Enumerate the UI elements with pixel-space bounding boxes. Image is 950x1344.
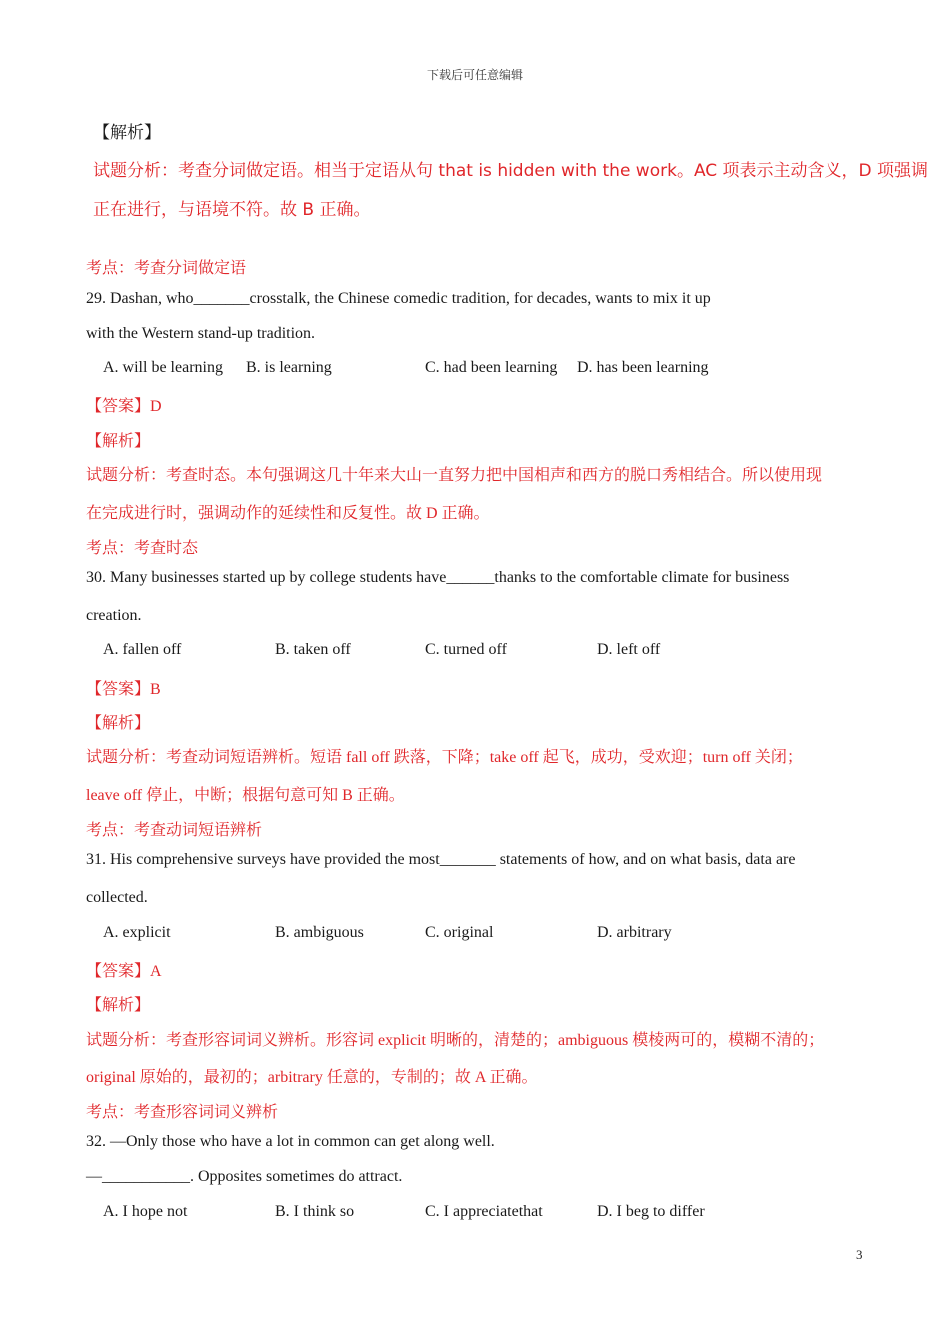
question-29-key-point: 考点：考查时态: [86, 540, 199, 557]
question-31-option-a: A. explicit: [103, 924, 171, 941]
question-30-stem-cont: creation.: [86, 607, 142, 624]
question-31-stem-cont: collected.: [86, 889, 148, 906]
question-30-analysis-label: 【解析】: [86, 715, 151, 732]
question-29-option-d: D. has been learning: [577, 359, 709, 376]
question-29-option-c: C. had been learning: [425, 359, 558, 376]
question-30-answer: 【答案】B: [86, 681, 161, 698]
question-29-stem: 29. Dashan, who_______crosstalk, the Chinese comedic tradition, for decades, wants to mix it up: [86, 290, 711, 307]
question-29-stem-cont: with the Western stand-up tradition.: [86, 325, 316, 342]
question-29-option-b: B. is learning: [246, 359, 332, 376]
question-32-stem-cont: —___________. Opposites sometimes do attract.: [86, 1168, 403, 1185]
question-31-analysis: 试题分析：考查形容词词义辨析。形容词 explicit 明晰的，清楚的；ambiguous 模棱两可的，模糊不清的；: [86, 1032, 825, 1049]
question-30-option-d: D. left off: [597, 641, 661, 658]
question-29-answer: 【答案】D: [86, 398, 162, 415]
page-header: 下载后可任意编辑: [426, 68, 523, 82]
question-31-key-point: 考点：考查形容词词义辨析: [86, 1104, 279, 1121]
question-31-answer: 【答案】A: [86, 963, 162, 980]
question-29-option-a: A. will be learning: [103, 359, 223, 376]
question-30-option-b: B. taken off: [275, 641, 351, 658]
question-31-stem: 31. His comprehensive surveys have provided the most_______ statements of how, and on what basis, data are: [86, 851, 796, 868]
question-30-analysis: 试题分析：考查动词短语辨析。短语 fall off 跌落，下降；take off 起飞，成功，受欢迎；turn off 关闭；: [86, 749, 803, 766]
question-32-option-c: C. I appreciatethat: [425, 1203, 543, 1220]
page-number: 3: [856, 1247, 863, 1262]
analysis-text-line: 正在进行，与语境不符。故 B 正确。: [93, 200, 371, 220]
question-32-option-b: B. I think so: [275, 1203, 355, 1220]
question-30-stem: 30. Many businesses started up by college students have______thanks to the comfortable climate for business: [86, 569, 790, 586]
question-31-analysis-label: 【解析】: [86, 997, 151, 1014]
question-32-stem: 32. —Only those who have a lot in common can get along well.: [86, 1133, 495, 1150]
question-30-option-a: A. fallen off: [103, 641, 182, 658]
question-29-analysis: 试题分析：考查时态。本句强调这几十年来大山一直努力把中国相声和西方的脱口秀相结合。所以使用现: [86, 467, 823, 484]
question-32-option-a: A. I hope not: [103, 1203, 188, 1220]
question-29-analysis-cont: 在完成进行时，强调动作的延续性和反复性。故 D 正确。: [86, 505, 490, 522]
question-29-analysis-label: 【解析】: [86, 433, 151, 450]
question-30-option-c: C. turned off: [425, 641, 507, 658]
question-31-option-d: D. arbitrary: [597, 924, 672, 941]
question-30-analysis-cont: leave off 停止，中断；根据句意可知 B 正确。: [86, 787, 405, 804]
question-31-analysis-cont: original 原始的，最初的；arbitrary 任意的，专制的；故 A 正确。: [86, 1069, 538, 1086]
key-point: 考点：考查分词做定语: [86, 260, 247, 277]
analysis-text-line: 试题分析：考查分词做定语。相当于定语从句 that is hidden with the work。AC 项表示主动含义，D 项强调: [93, 161, 929, 181]
question-31-option-c: C. original: [425, 924, 494, 941]
question-30-key-point: 考点：考查动词短语辨析: [86, 822, 263, 839]
analysis-label: 【解析】: [93, 123, 161, 143]
question-31-option-b: B. ambiguous: [275, 924, 364, 941]
question-32-option-d: D. I beg to differ: [597, 1203, 705, 1220]
